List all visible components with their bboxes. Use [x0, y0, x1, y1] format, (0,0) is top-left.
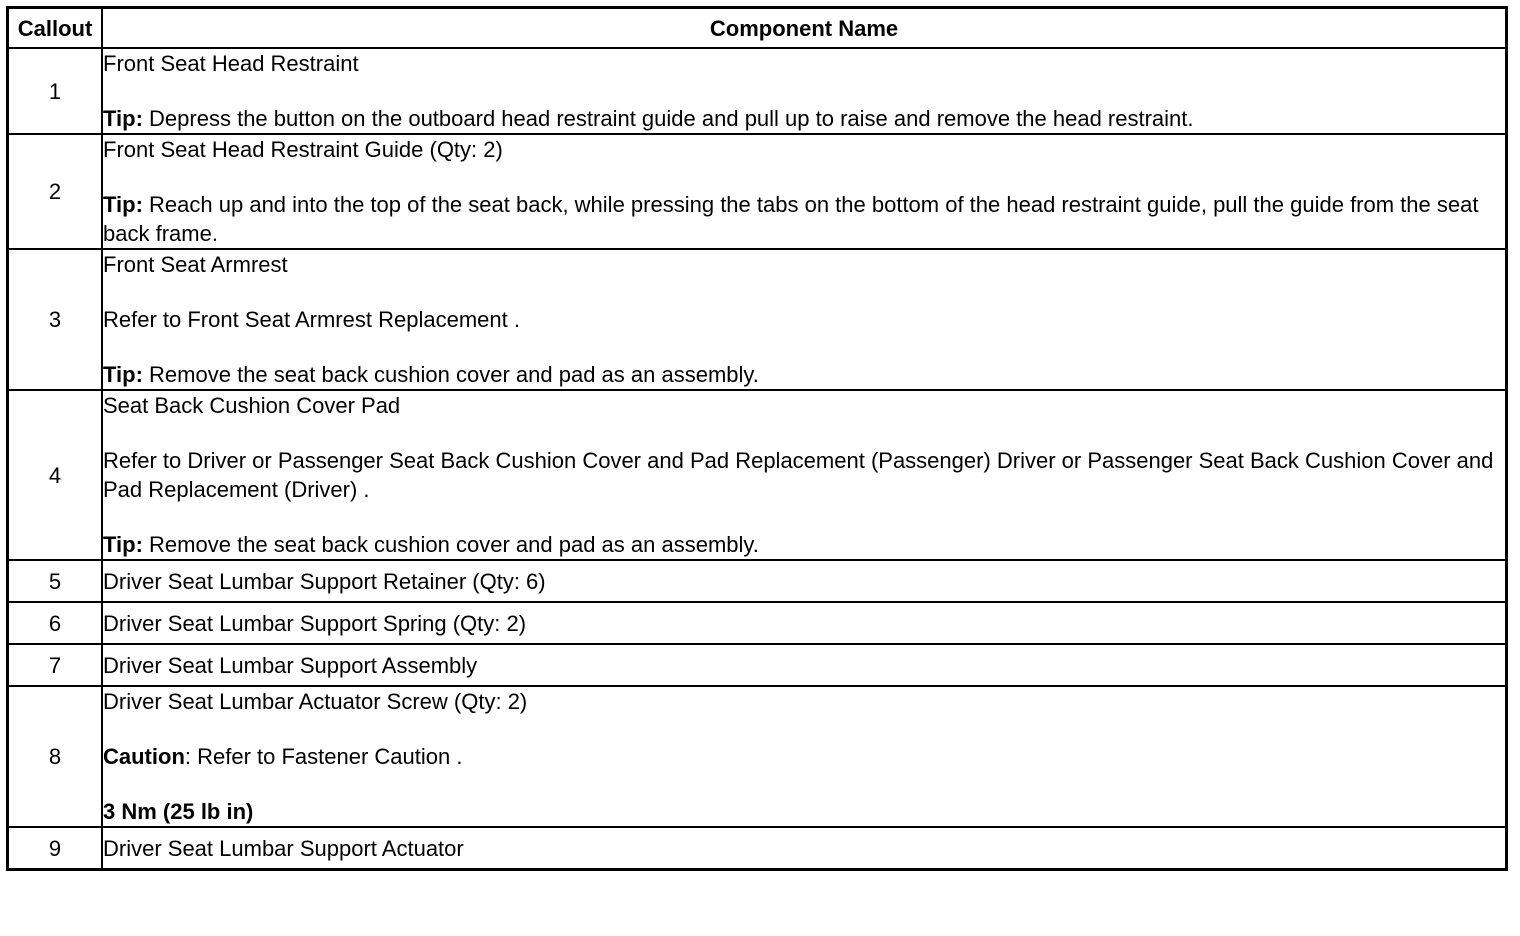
tip-label: Tip: — [103, 106, 143, 131]
component-cell — [102, 686, 1507, 827]
callout-number: 7 — [8, 644, 103, 686]
component-name: Front Seat Armrest — [103, 252, 288, 277]
table-row — [8, 48, 1507, 134]
torque-value: 3 Nm (25 lb in) — [103, 799, 254, 824]
component-name: Driver Seat Lumbar Actuator Screw (Qty: 2) — [103, 689, 528, 714]
tip-note — [103, 360, 1505, 389]
tip-text: Remove the seat back cushion cover and pad as an assembly. — [149, 532, 759, 557]
table-row — [8, 602, 1507, 644]
component-cell — [102, 48, 1507, 134]
component-name: Driver Seat Lumbar Support Retainer (Qty: 6) — [102, 560, 1507, 602]
table-row — [8, 644, 1507, 686]
table-row — [8, 827, 1507, 870]
component-table — [6, 6, 1508, 871]
refer-note: Refer to Front Seat Armrest Replacement . — [103, 307, 520, 332]
table-header-row — [8, 8, 1507, 49]
callout-number: 8 — [8, 686, 103, 827]
callout-number: 6 — [8, 602, 103, 644]
component-cell — [102, 390, 1507, 560]
component-name: Seat Back Cushion Cover Pad — [103, 393, 401, 418]
callout-column-header: Callout — [8, 8, 103, 49]
table-row — [8, 686, 1507, 827]
tip-text: Remove the seat back cushion cover and pad as an assembly. — [149, 362, 759, 387]
tip-label: Tip: — [103, 532, 143, 557]
tip-label: Tip: — [103, 192, 143, 217]
table-row — [8, 249, 1507, 390]
component-name: Front Seat Head Restraint Guide (Qty: 2) — [103, 137, 503, 162]
component-name: Front Seat Head Restraint — [103, 51, 359, 76]
callout-number: 2 — [8, 134, 103, 249]
tip-note — [103, 530, 1505, 559]
tip-label: Tip: — [103, 362, 143, 387]
callout-number: 9 — [8, 827, 103, 870]
table-row — [8, 560, 1507, 602]
caution-text: : Refer to Fastener Caution . — [184, 744, 463, 769]
caution-label: Caution — [103, 744, 185, 769]
tip-note — [103, 190, 1505, 248]
callout-number: 3 — [8, 249, 103, 390]
caution-note — [103, 742, 1505, 771]
callout-number: 5 — [8, 560, 103, 602]
tip-note — [103, 104, 1505, 133]
table-row — [8, 390, 1507, 560]
component-name: Driver Seat Lumbar Support Assembly — [102, 644, 1507, 686]
refer-note: Refer to Driver or Passenger Seat Back Cushion Cover and Pad Replacement (Passenger) Driver or Passenger Seat Back Cushion Cover and Pad Replacement (Driver) . — [103, 448, 1494, 502]
callout-number: 1 — [8, 48, 103, 134]
component-name: Driver Seat Lumbar Support Actuator — [102, 827, 1507, 870]
component-name-column-header: Component Name — [102, 8, 1507, 49]
component-cell — [102, 134, 1507, 249]
torque-spec — [103, 797, 1505, 826]
table-row — [8, 134, 1507, 249]
component-name: Driver Seat Lumbar Support Spring (Qty: 2) — [102, 602, 1507, 644]
callout-number: 4 — [8, 390, 103, 560]
component-cell — [102, 249, 1507, 390]
tip-text: Depress the button on the outboard head restraint guide and pull up to raise and remove the head restraint. — [149, 106, 1194, 131]
tip-text: Reach up and into the top of the seat back, while pressing the tabs on the bottom of the head restraint guide, pull the guide from the seat back frame. — [103, 192, 1479, 246]
